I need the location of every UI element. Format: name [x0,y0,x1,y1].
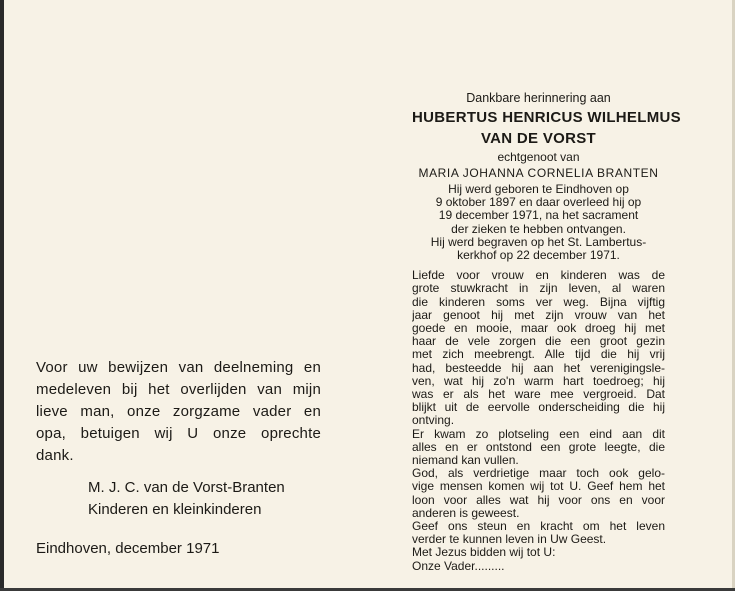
eulogy-line: ontving. [412,414,455,428]
eulogy-line: Onze Vader......... [412,559,505,573]
eulogy-line: grote stuwkracht in zijn leven, al waren [412,282,665,296]
memorial-header: Dankbare herinnering aan [466,91,611,105]
eulogy-line: blijkt uit de eervolle onderscheiding die hij [412,401,665,415]
spouse-intro: echtgenoot van [497,150,580,164]
eulogy-line: alles en er ontstond een grote leegte, die [412,440,665,454]
bio-line: kerkhof op 22 december 1971. [457,248,620,263]
eulogy-line: had, besteedde hij aan het verenigingsle- [412,361,665,375]
thanks-line: Voor uw bewijzen van deelneming en [36,359,321,376]
thanks-line: medeleven bij het overlijden van mijn [36,381,321,398]
signature-name: M. J. C. van de Vorst-Branten [88,479,285,496]
eulogy-line: Liefde voor vrouw en kinderen was de [412,269,665,283]
eulogy-line: die kinderen soms ver weg. Bijna vijftig [412,295,665,309]
thanks-line: opa, betuigen wij U onze oprechte [36,425,321,442]
biography [412,183,665,262]
eulogy-line: met zich meebrengt. Alle tijd die hij vrij [412,348,665,362]
thanks-line: lieve man, onze zorgzame vader en [36,403,321,420]
deceased-surname: VAN DE VORST [480,130,596,147]
eulogy-line: vige mensen komen wij tot U. Geef hem het [412,480,665,494]
eulogy-line: ven, wat hij zo'n warm hart toedroeg; hij [412,374,665,388]
eulogy-line: God, als verdrietige maar toch ook gelo- [412,467,665,481]
eulogy-line: niemand kan vullen. [412,454,519,468]
bio-line: 19 december 1971, na het sacrament [438,208,639,223]
eulogy [412,269,665,573]
deceased-name: HUBERTUS HENRICUS WILHELMUS [412,109,681,126]
signature-family: Kinderen en kleinkinderen [88,501,262,518]
bio-line: Hij werd begraven op het St. Lambertus- [430,234,647,249]
eulogy-line: haar de vele zorgen die een groot gezin [412,335,665,349]
place-date: Eindhoven, december 1971 [36,540,220,557]
bio-line: 9 oktober 1897 en daar overleed hij op [435,195,642,210]
eulogy-line: verder te kunnen leven in Uw Geest. [412,533,607,547]
eulogy-line: Er kwam zo plotseling een eind aan dit [412,427,665,441]
card-left-edge [0,0,4,591]
memorial-text [412,90,681,573]
eulogy-line: jaar genoot hij met zijn vrouw van het [412,308,665,322]
bio-line: Hij werd geboren te Eindhoven op [448,182,629,196]
signature [88,477,285,521]
bio-line: der zieken te hebben ontvangen. [451,221,626,236]
eulogy-line: was er als het ware mee vergroeid. Dat [412,388,665,402]
eulogy-line: anderen is geweest. [412,506,520,520]
eulogy-line: loon voor alles wat hij voor ons en voor [412,493,665,507]
spouse-name: MARIA JOHANNA CORNELIA BRANTEN [418,166,659,180]
eulogy-line: Met Jezus bidden wij tot U: [412,546,556,560]
eulogy-line: Geef ons steun en kracht om het leven [412,520,665,534]
thanks-line: dank. [36,447,74,464]
eulogy-line: goede en mooie, maar ook droeg hij met [412,322,665,336]
thanks-message [36,357,321,467]
